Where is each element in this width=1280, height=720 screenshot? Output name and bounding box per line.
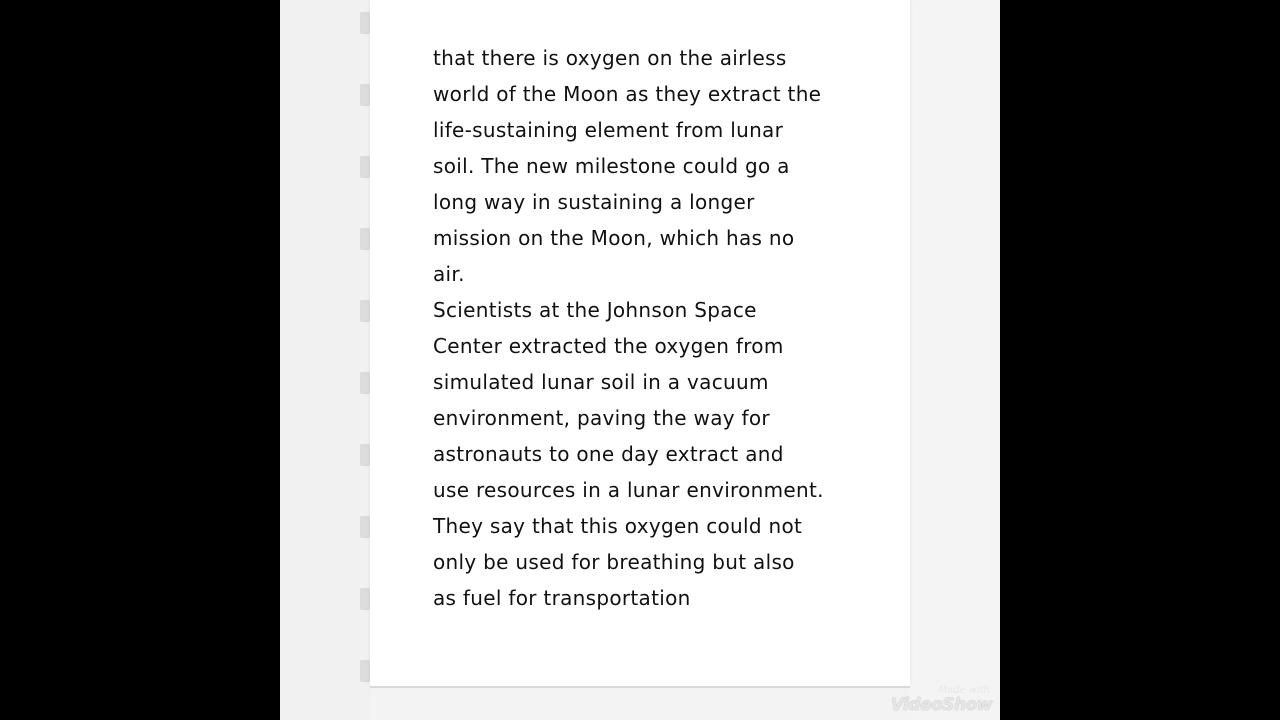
page-edge-mark xyxy=(360,228,370,250)
page-edge-mark xyxy=(360,372,370,394)
page-edge-mark xyxy=(360,156,370,178)
text-line: environment, paving the way for xyxy=(433,406,770,430)
adjacent-page-right xyxy=(910,0,1000,720)
text-line: life-sustaining element from lunar xyxy=(433,118,784,142)
watermark-made-with: Made with xyxy=(938,685,990,696)
text-line: world of the Moon as they extract the xyxy=(433,82,822,106)
text-line: astronauts to one day extract and xyxy=(433,442,784,466)
text-line: only be used for breathing but also xyxy=(433,550,795,574)
text-line: mission on the Moon, which has no xyxy=(433,226,795,250)
article-text xyxy=(433,40,863,616)
text-line: air. xyxy=(433,262,465,286)
text-line: use resources in a lunar environment. xyxy=(433,478,824,502)
page-edge-mark xyxy=(360,444,370,466)
adjacent-page-left xyxy=(280,0,370,720)
text-line: as fuel for transportation xyxy=(433,586,691,610)
text-line: that there is oxygen on the airless xyxy=(433,46,787,70)
text-line: Scientists at the Johnson Space xyxy=(433,298,757,322)
text-line: soil. The new milestone could go a xyxy=(433,154,790,178)
page-edge-mark xyxy=(360,84,370,106)
text-line: Center extracted the oxygen from xyxy=(433,334,784,358)
document-page xyxy=(370,0,910,686)
text-line: long way in sustaining a longer xyxy=(433,190,755,214)
page-edge-mark xyxy=(360,588,370,610)
text-line: They say that this oxygen could not xyxy=(433,514,803,538)
page-edge-mark xyxy=(360,12,370,34)
page-edge-mark xyxy=(360,660,370,682)
videoshow-watermark xyxy=(891,686,992,714)
page-edge-mark xyxy=(360,516,370,538)
page-bottom-edge xyxy=(370,686,910,688)
page-edge-mark xyxy=(360,300,370,322)
document-photo xyxy=(280,0,1000,720)
watermark-brand: VideoShow xyxy=(890,695,992,715)
text-line: simulated lunar soil in a vacuum xyxy=(433,370,769,394)
